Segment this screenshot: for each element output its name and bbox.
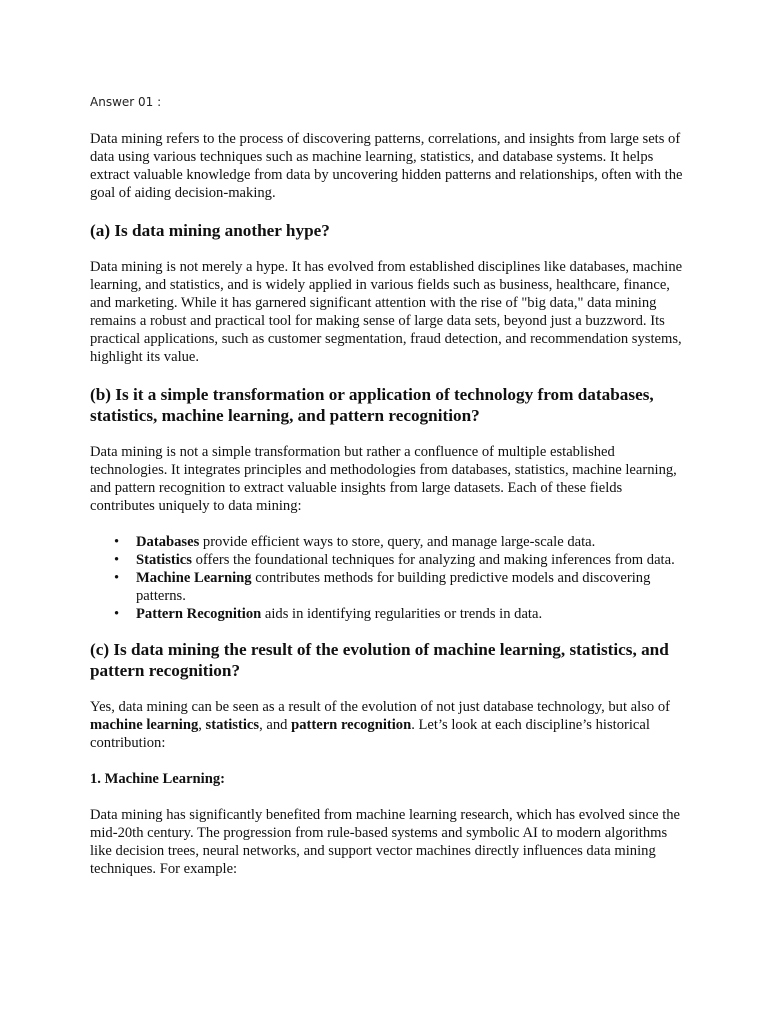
list-item xyxy=(114,569,690,605)
separator-text: , xyxy=(198,717,206,733)
heading-machine-learning: 1. Machine Learning: xyxy=(90,771,225,787)
list-item-text: provide efficient ways to store, query, and manage large-scale data. xyxy=(199,534,596,550)
section-c-text: Yes, data mining can be seen as a result of the evolution of not just database technology, but also of xyxy=(90,699,670,715)
bullet-icon: • xyxy=(114,534,120,550)
list-item-text: contributes methods for building predictive models and discovering patterns. xyxy=(136,570,651,604)
answer-label: Answer 01 : xyxy=(90,95,162,109)
bullet-icon: • xyxy=(114,570,120,586)
intro-paragraph: Data mining refers to the process of discovering patterns, correlations, and insights from large sets of data using various techniques such as machine learning, statistics, and database systems. It helps extract valuable knowledge from data by uncovering hidden patterns and relationships, often with the goal of aiding decision-making. xyxy=(90,131,683,201)
term-statistics: statistics xyxy=(205,717,260,733)
list-item-term: Machine Learning xyxy=(136,570,252,586)
section-c-text-end: . Let’s look at each discipline’s historical contribution: xyxy=(90,717,650,751)
section-c-paragraph xyxy=(90,698,690,752)
list-item-term: Statistics xyxy=(136,552,192,568)
list-item xyxy=(114,605,690,623)
term-pattern-recognition: pattern recognition xyxy=(291,717,412,733)
bullet-icon: • xyxy=(114,606,120,622)
machine-learning-paragraph: Data mining has significantly benefited from machine learning research, which has evolved since the mid-20th century. The progression from rule-based systems and symbolic AI to modern algorithms like decision trees, neural networks, and support vector machines directly influences data mining techniques. For example: xyxy=(90,807,681,877)
term-machine-learning: machine learning xyxy=(90,717,199,733)
heading-section-c: (c) Is data mining the result of the evolution of machine learning, statistics, and pattern recognition? xyxy=(90,640,669,680)
heading-section-b: (b) Is it a simple transformation or application of technology from databases, statistics, machine learning, and pattern recognition? xyxy=(90,385,654,425)
contributions-list xyxy=(90,533,690,623)
list-item-text: aids in identifying regularities or trends in data. xyxy=(261,606,543,622)
section-b-paragraph: Data mining is not a simple transformation but rather a confluence of multiple established technologies. It integrates principles and methodologies from databases, statistics, machine learning, and pattern recognition to extract valuable insights from large datasets. Each of these fields contributes uniquely to data mining: xyxy=(90,444,677,514)
list-item-text: offers the foundational techniques for analyzing and making inferences from data. xyxy=(191,552,675,568)
list-item-term: Pattern Recognition xyxy=(136,606,262,622)
separator-text: , and xyxy=(259,717,292,733)
list-item xyxy=(114,551,690,569)
section-a-paragraph: Data mining is not merely a hype. It has evolved from established disciplines like databases, machine learning, and statistics, and is widely applied in various fields such as business, healthcare, finance, and marketing. While it has garnered significant attention with the rise of "big data," data mining remains a robust and practical tool for making sense of large data sets, beyond just a buzzword. Its practical applications, such as customer segmentation, fraud detection, and recommendation systems, highlight its value. xyxy=(90,259,683,365)
list-item xyxy=(114,533,690,551)
heading-section-a: (a) Is data mining another hype? xyxy=(90,221,330,240)
list-item-term: Databases xyxy=(136,534,200,550)
bullet-icon: • xyxy=(114,552,120,568)
document-body xyxy=(90,130,690,896)
